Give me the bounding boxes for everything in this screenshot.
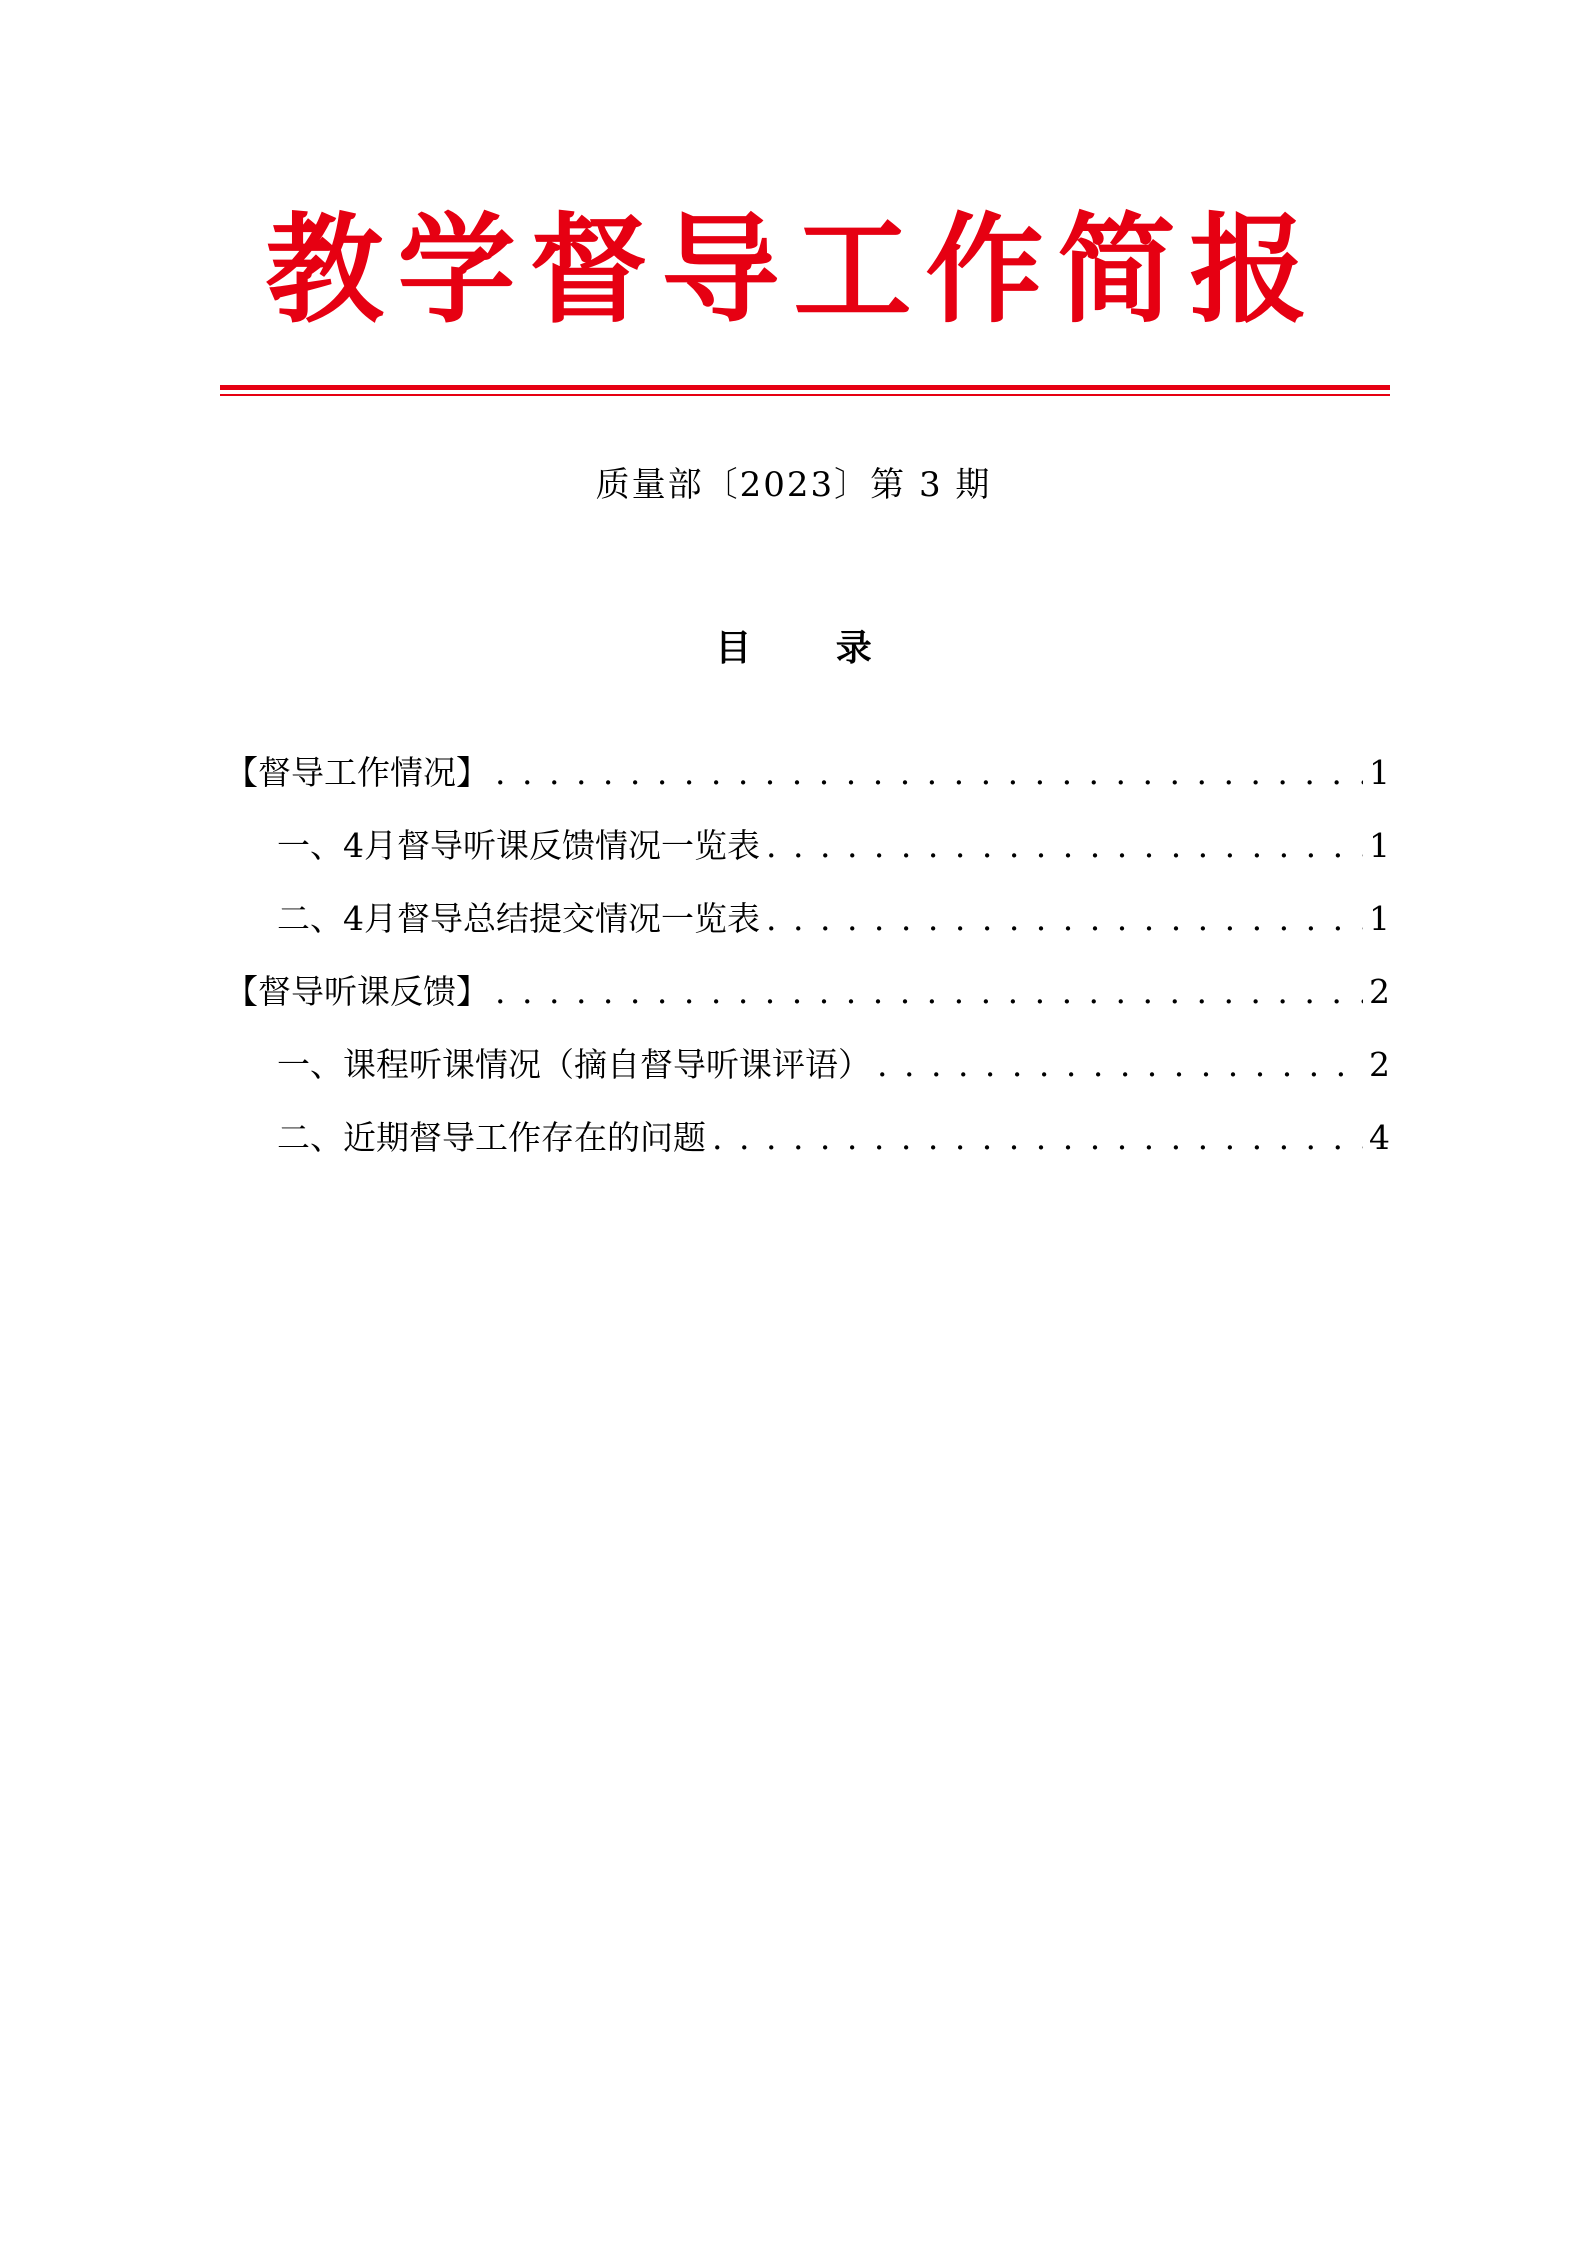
table-of-contents: [225, 750, 1390, 1188]
toc-entry-text: 二、4月督导总结提交情况一览表: [277, 899, 760, 938]
toc-leader-dots: [495, 969, 1363, 1015]
toc-entry-text: 二、近期督导工作存在的问题: [277, 1118, 706, 1157]
toc-entry-page: 4: [1369, 1118, 1390, 1157]
toc-entry[interactable]: [225, 896, 1390, 969]
toc-entry[interactable]: [225, 969, 1390, 1042]
toc-entry-page: 2: [1369, 1045, 1390, 1084]
toc-entry-text: 一、4月督导听课反馈情况一览表: [277, 826, 760, 865]
issue-number: 质量部〔2023〕第 3 期: [595, 465, 992, 505]
toc-entry-page: 1: [1369, 753, 1390, 792]
masthead-title: 教学督导工作简报: [265, 200, 1322, 339]
toc-leader-dots: [712, 1115, 1363, 1161]
toc-title: 目 录: [715, 628, 908, 669]
masthead-rule-thick: [220, 385, 1390, 390]
toc-entry[interactable]: [225, 750, 1390, 823]
toc-leader-dots: [495, 750, 1363, 796]
toc-entry-text: 一、课程听课情况（摘自督导听课评语）: [277, 1045, 871, 1084]
toc-entry[interactable]: [225, 1115, 1390, 1188]
toc-entry[interactable]: [225, 1042, 1390, 1115]
toc-entry-page: 1: [1369, 826, 1390, 865]
toc-entry-text: 【督导听课反馈】: [225, 972, 489, 1011]
toc-entry-page: 2: [1369, 972, 1390, 1011]
toc-entry-page: 1: [1369, 899, 1390, 938]
toc-entry[interactable]: [225, 823, 1390, 896]
masthead-rule-thin: [220, 394, 1390, 396]
toc-leader-dots: [766, 823, 1363, 869]
toc-leader-dots: [877, 1042, 1363, 1088]
toc-entry-text: 【督导工作情况】: [225, 753, 489, 792]
toc-leader-dots: [766, 896, 1363, 942]
